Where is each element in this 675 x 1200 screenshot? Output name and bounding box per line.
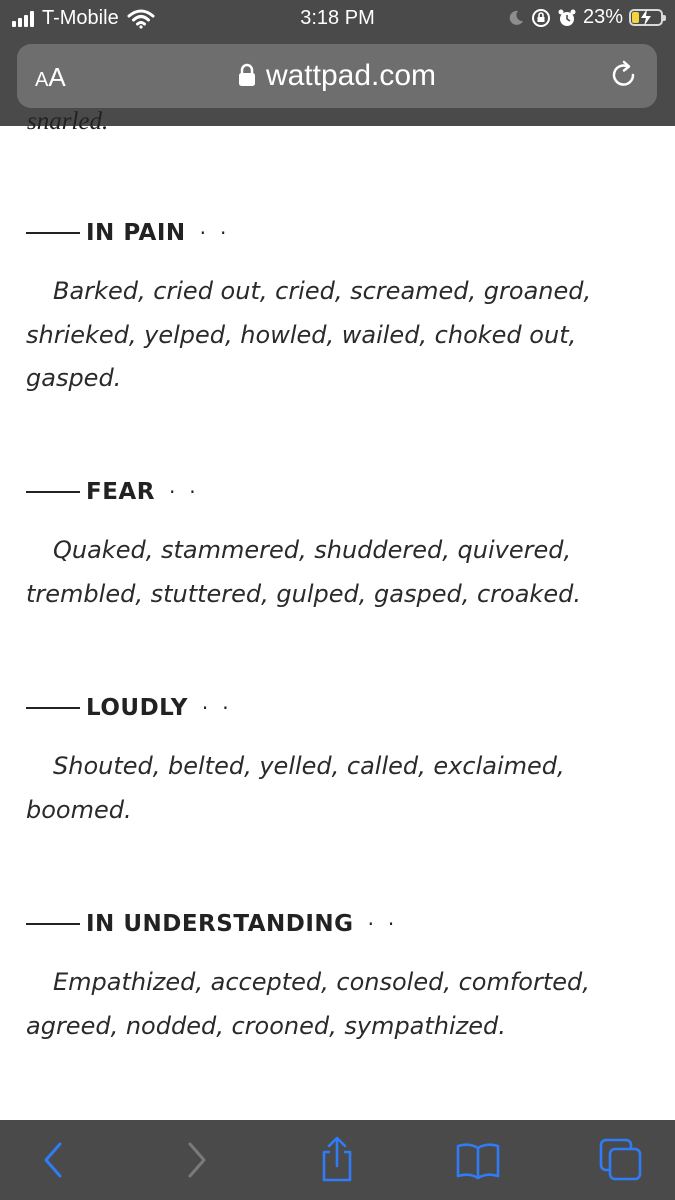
orientation-lock-icon — [531, 8, 551, 28]
forward-icon — [182, 1140, 212, 1180]
share-button[interactable] — [313, 1136, 361, 1184]
heading-dots: ·· — [199, 221, 241, 245]
section-body: Barked, cried out, cried, screamed, groaned, shrieked, yelped, howled, wailed, choked out, gasped. — [26, 277, 592, 392]
story-content — [0, 108, 675, 1120]
address-bar[interactable] — [17, 44, 657, 108]
section-heading: LOUDLY ·· — [26, 695, 243, 721]
forward-button[interactable] — [173, 1136, 221, 1184]
section-body: Shouted, belted, yelled, called, exclaimed, boomed. — [26, 752, 565, 824]
section-heading: IN UNDERSTANDING ·· — [26, 911, 408, 937]
heading-rule — [26, 707, 80, 709]
text-size-button[interactable]: AA — [35, 62, 66, 92]
url-domain: wattpad.com — [265, 59, 437, 92]
section-heading: FEAR ·· — [26, 479, 210, 505]
heading-dots: ·· — [201, 696, 243, 720]
bookmarks-button[interactable] — [454, 1136, 502, 1184]
status-right — [507, 6, 663, 29]
heading-rule — [26, 491, 80, 493]
reload-icon[interactable] — [607, 58, 641, 92]
section-body: Empathized, accepted, consoled, comforted, agreed, nodded, crooned, sympathized. — [26, 968, 590, 1040]
heading-rule — [26, 923, 80, 925]
section-body: Quaked, stammered, shuddered, quivered, trembled, stuttered, gulped, gasped, croaked. — [26, 536, 581, 608]
moon-icon — [507, 9, 525, 27]
section-heading: IN PAIN ·· — [26, 220, 240, 246]
alarm-icon — [557, 8, 577, 28]
battery-tip — [663, 15, 666, 21]
battery-percent: 23% — [582, 6, 623, 28]
heading-dots: ·· — [367, 912, 409, 936]
carrier-name: T-Mobile — [42, 7, 119, 29]
battery-level-fill — [632, 12, 639, 23]
heading-dots: ·· — [168, 480, 210, 504]
cut-off-text: snarled. — [27, 108, 109, 135]
lock-icon — [238, 63, 256, 87]
status-bar — [0, 0, 675, 38]
charging-bolt-icon — [639, 9, 653, 26]
status-time: 3:18 PM — [300, 7, 375, 29]
back-button[interactable] — [29, 1136, 77, 1184]
heading-rule — [26, 232, 80, 234]
battery-icon — [629, 9, 663, 26]
back-icon — [38, 1140, 68, 1180]
browser-toolbar — [0, 1120, 675, 1200]
tabs-icon — [598, 1137, 644, 1183]
tabs-button[interactable] — [597, 1136, 645, 1184]
url-display[interactable] — [17, 59, 657, 93]
share-icon — [317, 1136, 357, 1184]
bookmarks-icon — [454, 1140, 502, 1180]
